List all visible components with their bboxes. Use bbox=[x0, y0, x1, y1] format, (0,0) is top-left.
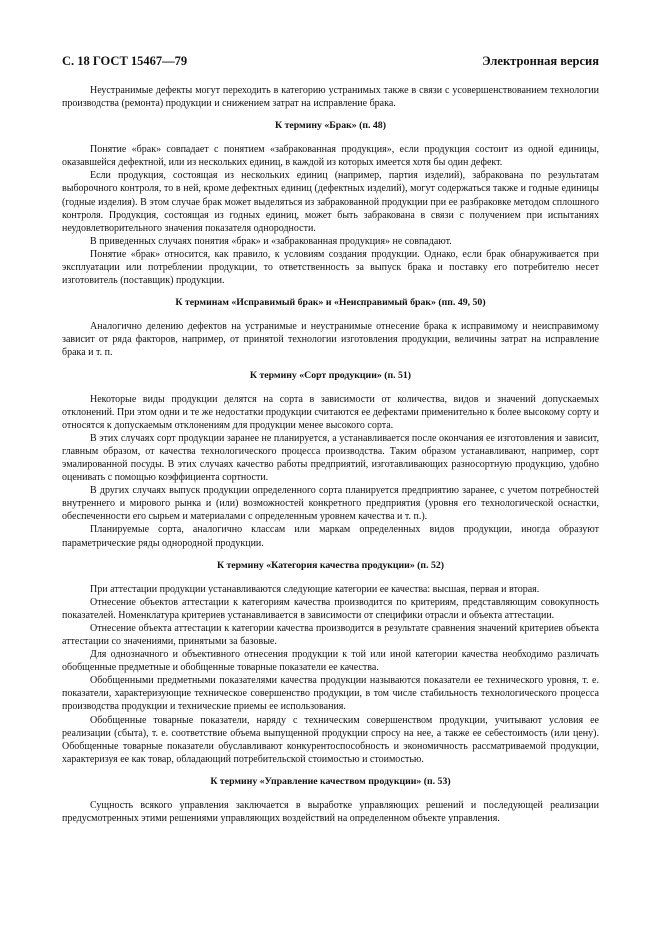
document-page bbox=[62, 54, 599, 825]
paragraph: Если продукция, состоящая из нескольких единиц (например, партия изделий), забракована по результатам выборочного контроля, то в ней, кроме дефектных единиц (дефектных изделий), могут содержаться также и годные единицы (годные изделия). В этом случае брак может выделяться из забракованной продукции при ее разбраковке методом сплошного контроля. Продукция, состоящая из годных единиц, может быть забракована в связи с получением при испытаниях неудовлетворительного значения показателя однородности. bbox=[62, 170, 599, 234]
paragraph: Планируемые сорта, аналогично классам или маркам определенных видов продукции, иногда образуют параметрические ряды однородной продукции. bbox=[62, 524, 599, 549]
header-right: Электронная версия bbox=[482, 54, 599, 68]
section-kategoriya-kachestva bbox=[62, 559, 599, 766]
paragraph: Некоторые виды продукции делятся на сорта в зависимости от количества, видов и значений допускаемых отклонений. При этом одни и те же недостатки продукции считаются ее дефектами применительно к более высокому сорту и относятся к допускаемым отклонениям для продукции менее высокого сорта. bbox=[62, 393, 599, 431]
paragraph: При аттестации продукции устанавливаются следующие категории ее качества: высшая, первая и вторая. bbox=[90, 583, 540, 595]
section-ispravimyi-brak bbox=[62, 296, 599, 359]
paragraph: Отнесение объекта аттестации к категории качества производится в результате сравнения значений критериев объекта аттестации со значениями, принятыми за базовые. bbox=[62, 622, 599, 647]
section-title: К терминам «Исправимый брак» и «Неисправимый брак» (пп. 49, 50) bbox=[175, 297, 486, 309]
paragraph: Отнесение объектов аттестации к категориям качества производится по критериям, представляющим совокупность показателей. Номенклатура критериев устанавливается в зависимости от специфики отрасли и объекта аттестации. bbox=[62, 596, 599, 621]
paragraph: Неустранимые дефекты могут переходить в категорию устранимых также в связи с усовершенствованием технологии производства (ремонта) продукции и снижением затрат на исправление брака. bbox=[62, 85, 599, 110]
paragraph: Обобщенные товарные показатели, наряду с техническим совершенством продукции, учитывают условия ее реализации (сбыта), т. е. соответствие объема выпущенной продукции спросу на нее, а также ее себестоимость (или цену). Обобщенные товарные показатели обуславливают конкурентоспособность и экономичность рассматриваемой продукции, характеризуя ее как товар, обладающий потребительской стоимостью и стоимостью. bbox=[62, 714, 599, 765]
paragraph: Обобщенными предметными показателями качества продукции называются показатели ее технического уровня, т. е. показатели, характеризующие техническое совершенство продукции, в том числе стабильность технологического процесса производства продукции и технические приемы ее использования. bbox=[62, 675, 599, 713]
intro bbox=[62, 84, 599, 110]
section-upravlenie-kachestvom bbox=[62, 775, 599, 825]
section-title: К термину «Категория качества продукции» (п. 52) bbox=[216, 559, 445, 571]
paragraph: Понятие «брак» относится, как правило, к условиям создания продукции. Однако, если брак обнаруживается при эксплуатации или потреблении продукции, то ответственность за выпуск брака и поставку его потребителю несет изготовитель (поставщик) продукции. bbox=[62, 248, 599, 287]
header-left: С. 18 ГОСТ 15467—79 bbox=[62, 54, 188, 68]
page-header bbox=[62, 54, 599, 70]
section-title: К термину «Управление качеством продукции» (п. 53) bbox=[210, 775, 451, 787]
paragraph: В других случаях выпуск продукции определенного сорта планируется предприятию заранее, с учетом потребностей внутреннего и мирового рынка и (или) возможностей конкретного предприятия (уровня его технологической оснастки, обеспеченности его сырьем и материалами с определенным уровнем качества и т. п.). bbox=[62, 485, 599, 523]
section-title: К термину «Сорт продукции» (п. 51) bbox=[249, 369, 412, 381]
paragraph: В этих случаях сорт продукции заранее не планируется, а устанавливается после окончания ее изготовления и зависит, главным образом, от качества технологического процесса производства. Таким образом устанавливают, например, сорт эмалированной посуды. В этих случаях качество работы предприятий, изготавливающих разносортную продукцию, удобно оценивать с помощью коэффициента сортности. bbox=[62, 432, 599, 484]
section-brak bbox=[62, 119, 599, 287]
paragraph: Аналогично делению дефектов на устранимые и неустранимые отнесение брака к исправимому и неисправимому зависит от ряда факторов, например, от принятой технологии изготовления продукции, величины затрат на исправление брака и т. п. bbox=[62, 321, 599, 359]
paragraph: Для однозначного и объективного отнесения продукции к той или иной категории качества необходимо различать обобщенные предметные и обобщенные товарные показатели ее качества. bbox=[62, 649, 599, 674]
section-sort-produktsii bbox=[62, 369, 599, 550]
section-title: К термину «Брак» (п. 48) bbox=[275, 120, 386, 132]
paragraph: Понятие «брак» совпадает с понятием «забракованная продукция», если продукция состоит из одной единицы, оказавшейся дефектной, или из нескольких единиц, в каждой из которых имеется хотя бы один дефект. bbox=[62, 144, 599, 169]
paragraph: Сущность всякого управления заключается в выработке управляющих решений и последующей реализации предусмотренных этими решениями управляющих воздействий на определенном объекте управления. bbox=[62, 799, 599, 825]
paragraph: В приведенных случаях понятия «брак» и «забракованная продукция» не совпадают. bbox=[90, 235, 452, 247]
